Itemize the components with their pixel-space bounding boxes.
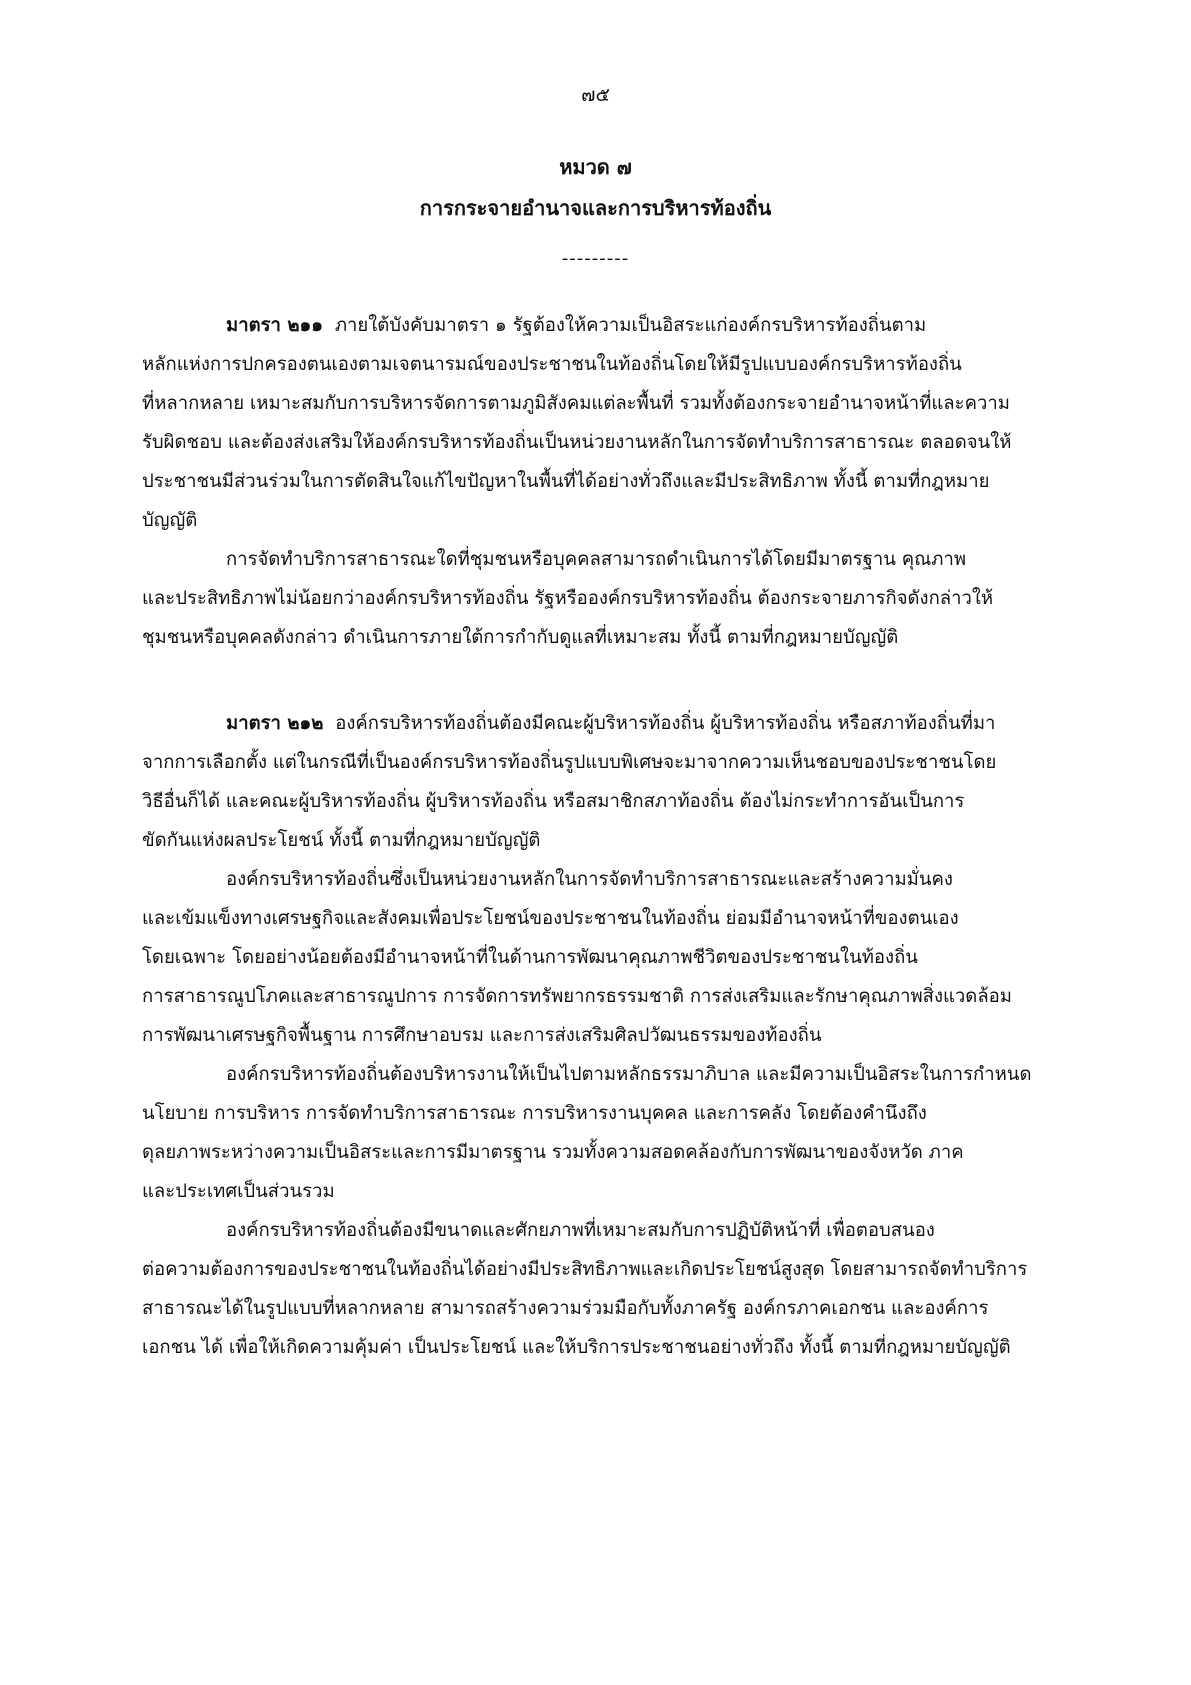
paragraph-line: หลักแห่งการปกครองตนเองตามเจตนารมณ์ของประชาชนในท้องถิ่นโดยให้มีรูปแบบองค์กรบริหารท้องถิ่น — [142, 354, 962, 375]
paragraph-line: องค์กรบริหารท้องถิ่นซึ่งเป็นหน่วยงานหลักในการจัดทำบริการสาธารณะและสร้างความมั่นคง — [226, 869, 953, 890]
paragraph-line: รับผิดชอบ และต้องส่งเสริมให้องค์กรบริหารท้องถิ่นเป็นหน่วยงานหลักในการจัดทำบริการสาธารณะ ตลอดจนให้ — [142, 432, 1012, 453]
paragraph-line: และเข้มแข็งทางเศรษฐกิจและสังคมเพื่อประโยชน์ของประชาชนในท้องถิ่น ย่อมมีอำนาจหน้าที่ของตนเอง — [142, 908, 959, 929]
separator-line: --------- — [561, 248, 630, 269]
paragraph-line: องค์กรบริหารท้องถิ่นต้องบริหารงานให้เป็นไปตามหลักธรรมาภิบาล และมีความเป็นอิสระในการกำหนด — [226, 1064, 1032, 1085]
paragraph-line: ดุลยภาพระหว่างความเป็นอิสระและการมีมาตรฐาน รวมทั้งความสอดคล้องกับการพัฒนาของจังหวัด ภาค — [142, 1142, 964, 1163]
paragraph-line: การจัดทำบริการสาธารณะใดที่ชุมชนหรือบุคคลสามารถดำเนินการได้โดยมีมาตรฐาน คุณภาพ — [226, 549, 967, 570]
paragraph-line: การสาธารณูปโภคและสาธารณูปการ การจัดการทรัพยากรธรรมชาติ การส่งเสริมและรักษาคุณภาพสิ่งแวดล้อม — [142, 986, 1012, 1007]
paragraph-line: จากการเลือกตั้ง แต่ในกรณีที่เป็นองค์กรบริหารท้องถิ่นรูปแบบพิเศษจะมาจากความเห็นชอบของประชาชนโดย — [142, 752, 997, 773]
paragraph-line: และประเทศเป็นส่วนรวม — [142, 1181, 335, 1202]
paragraph-line: นโยบาย การบริหาร การจัดทำบริการสาธารณะ การบริหารงานบุคคล และการคลัง โดยต้องคำนึงถึง — [142, 1103, 927, 1124]
chapter-subtitle: การกระจายอำนาจและการบริหารท้องถิ่น — [419, 196, 772, 220]
section-211 — [142, 306, 1062, 657]
paragraph-line: ต่อความต้องการของประชาชนในท้องถิ่นได้อย่างมีประสิทธิภาพและเกิดประโยชน์สูงสุด โดยสามารถจัดทำบริการ — [142, 1259, 1028, 1280]
paragraph-line: และประสิทธิภาพไม่น้อยกว่าองค์กรบริหารท้องถิ่น รัฐหรือองค์กรบริหารท้องถิ่น ต้องกระจายภารกิจดังกล่าวให้ — [142, 588, 994, 609]
paragraph-line: สาธารณะได้ในรูปแบบที่หลากหลาย สามารถสร้างความร่วมมือกับทั้งภาครัฐ องค์กรภาคเอกชน และองค์การ — [142, 1298, 989, 1319]
paragraph-line: ประชาชนมีส่วนร่วมในการตัดสินใจแก้ไขปัญหาในพื้นที่ได้อย่างทั่วถึงและมีประสิทธิภาพ ทั้งนี้ ตามที่กฎหมาย — [142, 471, 990, 492]
paragraph-line: ภายใต้บังคับมาตรา ๑ รัฐต้องให้ความเป็นอิสระแก่องค์กรบริหารท้องถิ่นตาม — [334, 315, 927, 336]
paragraph-line: องค์กรบริหารท้องถิ่นต้องมีขนาดและศักยภาพที่เหมาะสมกับการปฏิบัติหน้าที่ เพื่อตอบสนอง — [226, 1220, 935, 1241]
paragraph-line: ขัดกันแห่งผลประโยชน์ ทั้งนี้ ตามที่กฎหมายบัญญัติ — [142, 830, 541, 851]
page-number: ๗๕ — [581, 84, 610, 106]
section-212-first-line — [142, 704, 1062, 743]
chapter-title: หมวด ๗ — [559, 155, 632, 179]
paragraph-line: องค์กรบริหารท้องถิ่นต้องมีคณะผู้บริหารท้องถิ่น ผู้บริหารท้องถิ่น หรือสภาท้องถิ่นที่มา — [335, 713, 996, 734]
paragraph-line: บัญญัติ — [142, 510, 198, 531]
section-211-label: มาตรา ๒๑๑ — [226, 315, 324, 336]
section-212 — [142, 704, 1062, 1367]
section-211-first-line — [142, 306, 1062, 345]
paragraph-line: ชุมชนหรือบุคคลดังกล่าว ดำเนินการภายใต้การกำกับดูแลที่เหมาะสม ทั้งนี้ ตามที่กฎหมายบัญญัติ — [142, 627, 899, 648]
section-212-label: มาตรา ๒๑๒ — [226, 713, 324, 734]
paragraph-line: วิธีอื่นก็ได้ และคณะผู้บริหารท้องถิ่น ผู้บริหารท้องถิ่น หรือสมาชิกสภาท้องถิ่น ต้องไม่กระทำการอันเป็นการ — [142, 791, 965, 812]
paragraph-line: ที่หลากหลาย เหมาะสมกับการบริหารจัดการตามภูมิสังคมแต่ละพื้นที่ รวมทั้งต้องกระจายอำนาจหน้าที่และความ — [142, 393, 1010, 414]
paragraph-line: โดยเฉพาะ โดยอย่างน้อยต้องมีอำนาจหน้าที่ในด้านการพัฒนาคุณภาพชีวิตของประชาชนในท้องถิ่น — [142, 947, 918, 968]
paragraph-line: การพัฒนาเศรษฐกิจพื้นฐาน การศึกษาอบรม และการส่งเสริมศิลปวัฒนธรรมของท้องถิ่น — [142, 1025, 822, 1046]
paragraph-line: เอกชน ได้ เพื่อให้เกิดความคุ้มค่า เป็นประโยชน์ และให้บริการประชาชนอย่างทั่วถึง ทั้งนี้ ตามที่กฎหมายบัญญัติ — [142, 1337, 1011, 1358]
